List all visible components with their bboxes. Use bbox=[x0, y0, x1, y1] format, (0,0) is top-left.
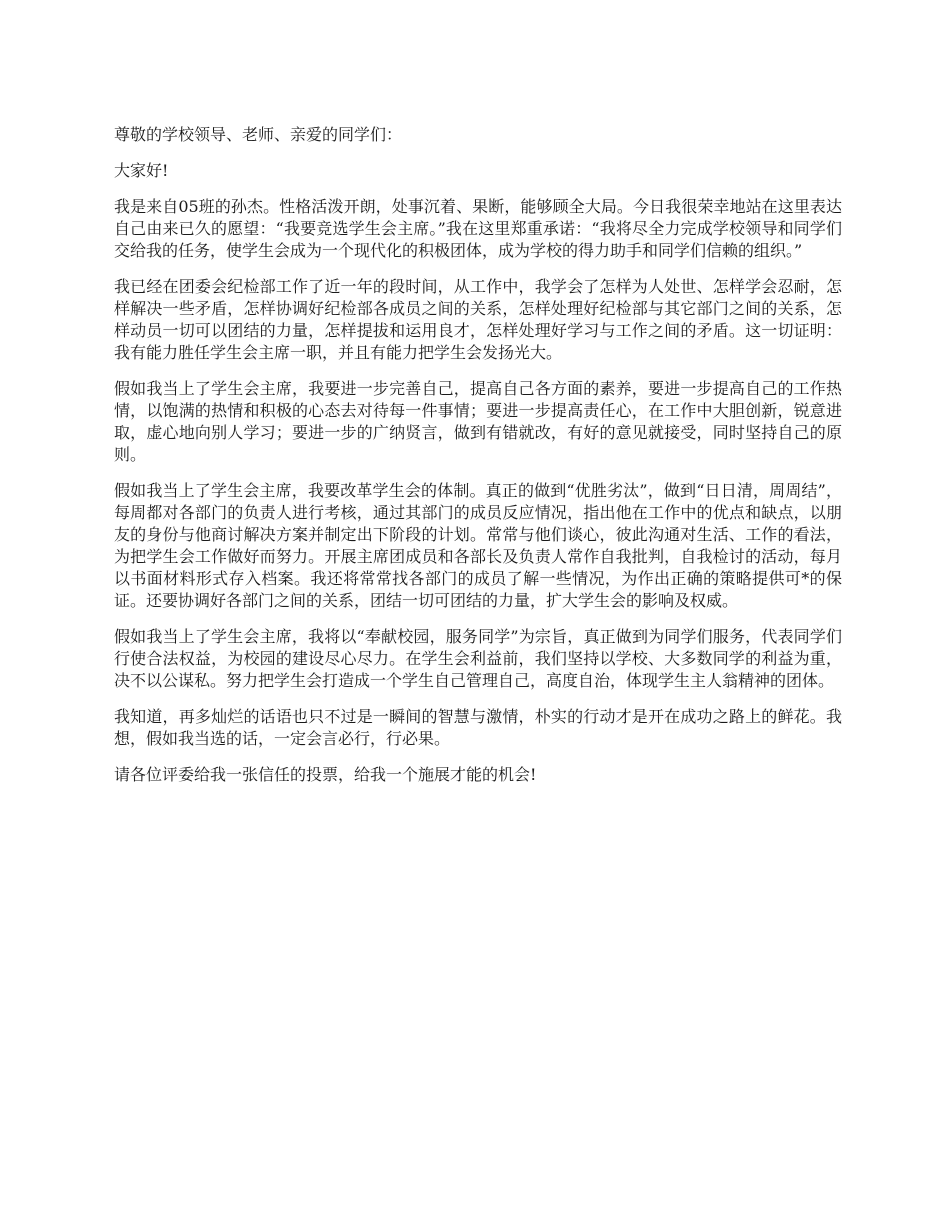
paragraph-experience: 我已经在团委会纪检部工作了近一年的段时间，从工作中，我学会了怎样为人处世、怎样学会忍耐，怎样解决一些矛盾，怎样协调好纪检部各成员之间的关系，怎样处理好纪检部与其它部门之间的关系，怎样动员一切可以团结的力量，怎样提拔和运用良才，怎样处理好学习与工作之间的矛盾。这一切证明：我有能力胜任学生会主席一职，并且有能力把学生会发扬光大。 bbox=[114, 277, 842, 362]
salutation: 尊敬的学校领导、老师、亲爱的同学们： bbox=[114, 125, 403, 144]
greeting: 大家好! bbox=[114, 161, 169, 180]
paragraph-reform: 假如我当上了学生会主席，我要改革学生会的体制。真正的做到“优胜劣汰”，做到“日日清，周周结”，每周都对各部门的负责人进行考核，通过其部门的成员反应情况，指出他在工作中的优点和缺点，以朋友的身份与他商讨解决方案并制定出下阶段的计划。常常与他们谈心，彼此沟通对生活、工作的看法，为把学生会工作做好而努力。开展主席团成员和各部长及负责人常作自我批判，自我检讨的活动，每月以书面材料形式存入档案。我还将常常找各部门的成员了解一些情况，为作出正确的策略提供可*的保证。还要协调好各部门之间的关系，团结一切可团结的力量，扩大学生会的影响及权威。 bbox=[114, 481, 842, 610]
paragraph-self-improvement: 假如我当上了学生会主席，我要进一步完善自己，提高自己各方面的素养，要进一步提高自己的工作热情，以饱满的热情和积极的心态去对待每一件事情；要进一步提高责任心，在工作中大胆创新，锐意进取，虚心地向别人学习；要进一步的广纳贤言，做到有错就改，有好的意见就接受，同时坚持自己的原则。 bbox=[114, 379, 842, 464]
paragraph-closing: 请各位评委给我一张信任的投票，给我一个施展才能的机会! bbox=[114, 765, 537, 784]
document-page bbox=[114, 124, 842, 800]
paragraph-service: 假如我当上了学生会主席，我将以“奉献校园，服务同学”为宗旨，真正做到为同学们服务，代表同学们行使合法权益，为校园的建设尽心尽力。在学生会利益前，我们坚持以学校、大多数同学的利益为重，决不以公谋私。努力把学生会打造成一个学生自己管理自己，高度自治，体现学生主人翁精神的团体。 bbox=[114, 627, 842, 690]
paragraph-commitment: 我知道，再多灿烂的话语也只不过是一瞬间的智慧与激情，朴实的行动才是开在成功之路上的鲜花。我想，假如我当选的话，一定会言必行，行必果。 bbox=[114, 707, 842, 748]
paragraph-intro: 我是来自05班的孙杰。性格活泼开朗，处事沉着、果断，能够顾全大局。今日我很荣幸地站在这里表达自己由来已久的愿望：“我要竞选学生会主席。”我在这里郑重承诺：“我将尽全力完成学校领导和同学们交给我的任务，使学生会成为一个现代化的积极团体，成为学校的得力助手和同学们信赖的组织。” bbox=[114, 197, 842, 260]
